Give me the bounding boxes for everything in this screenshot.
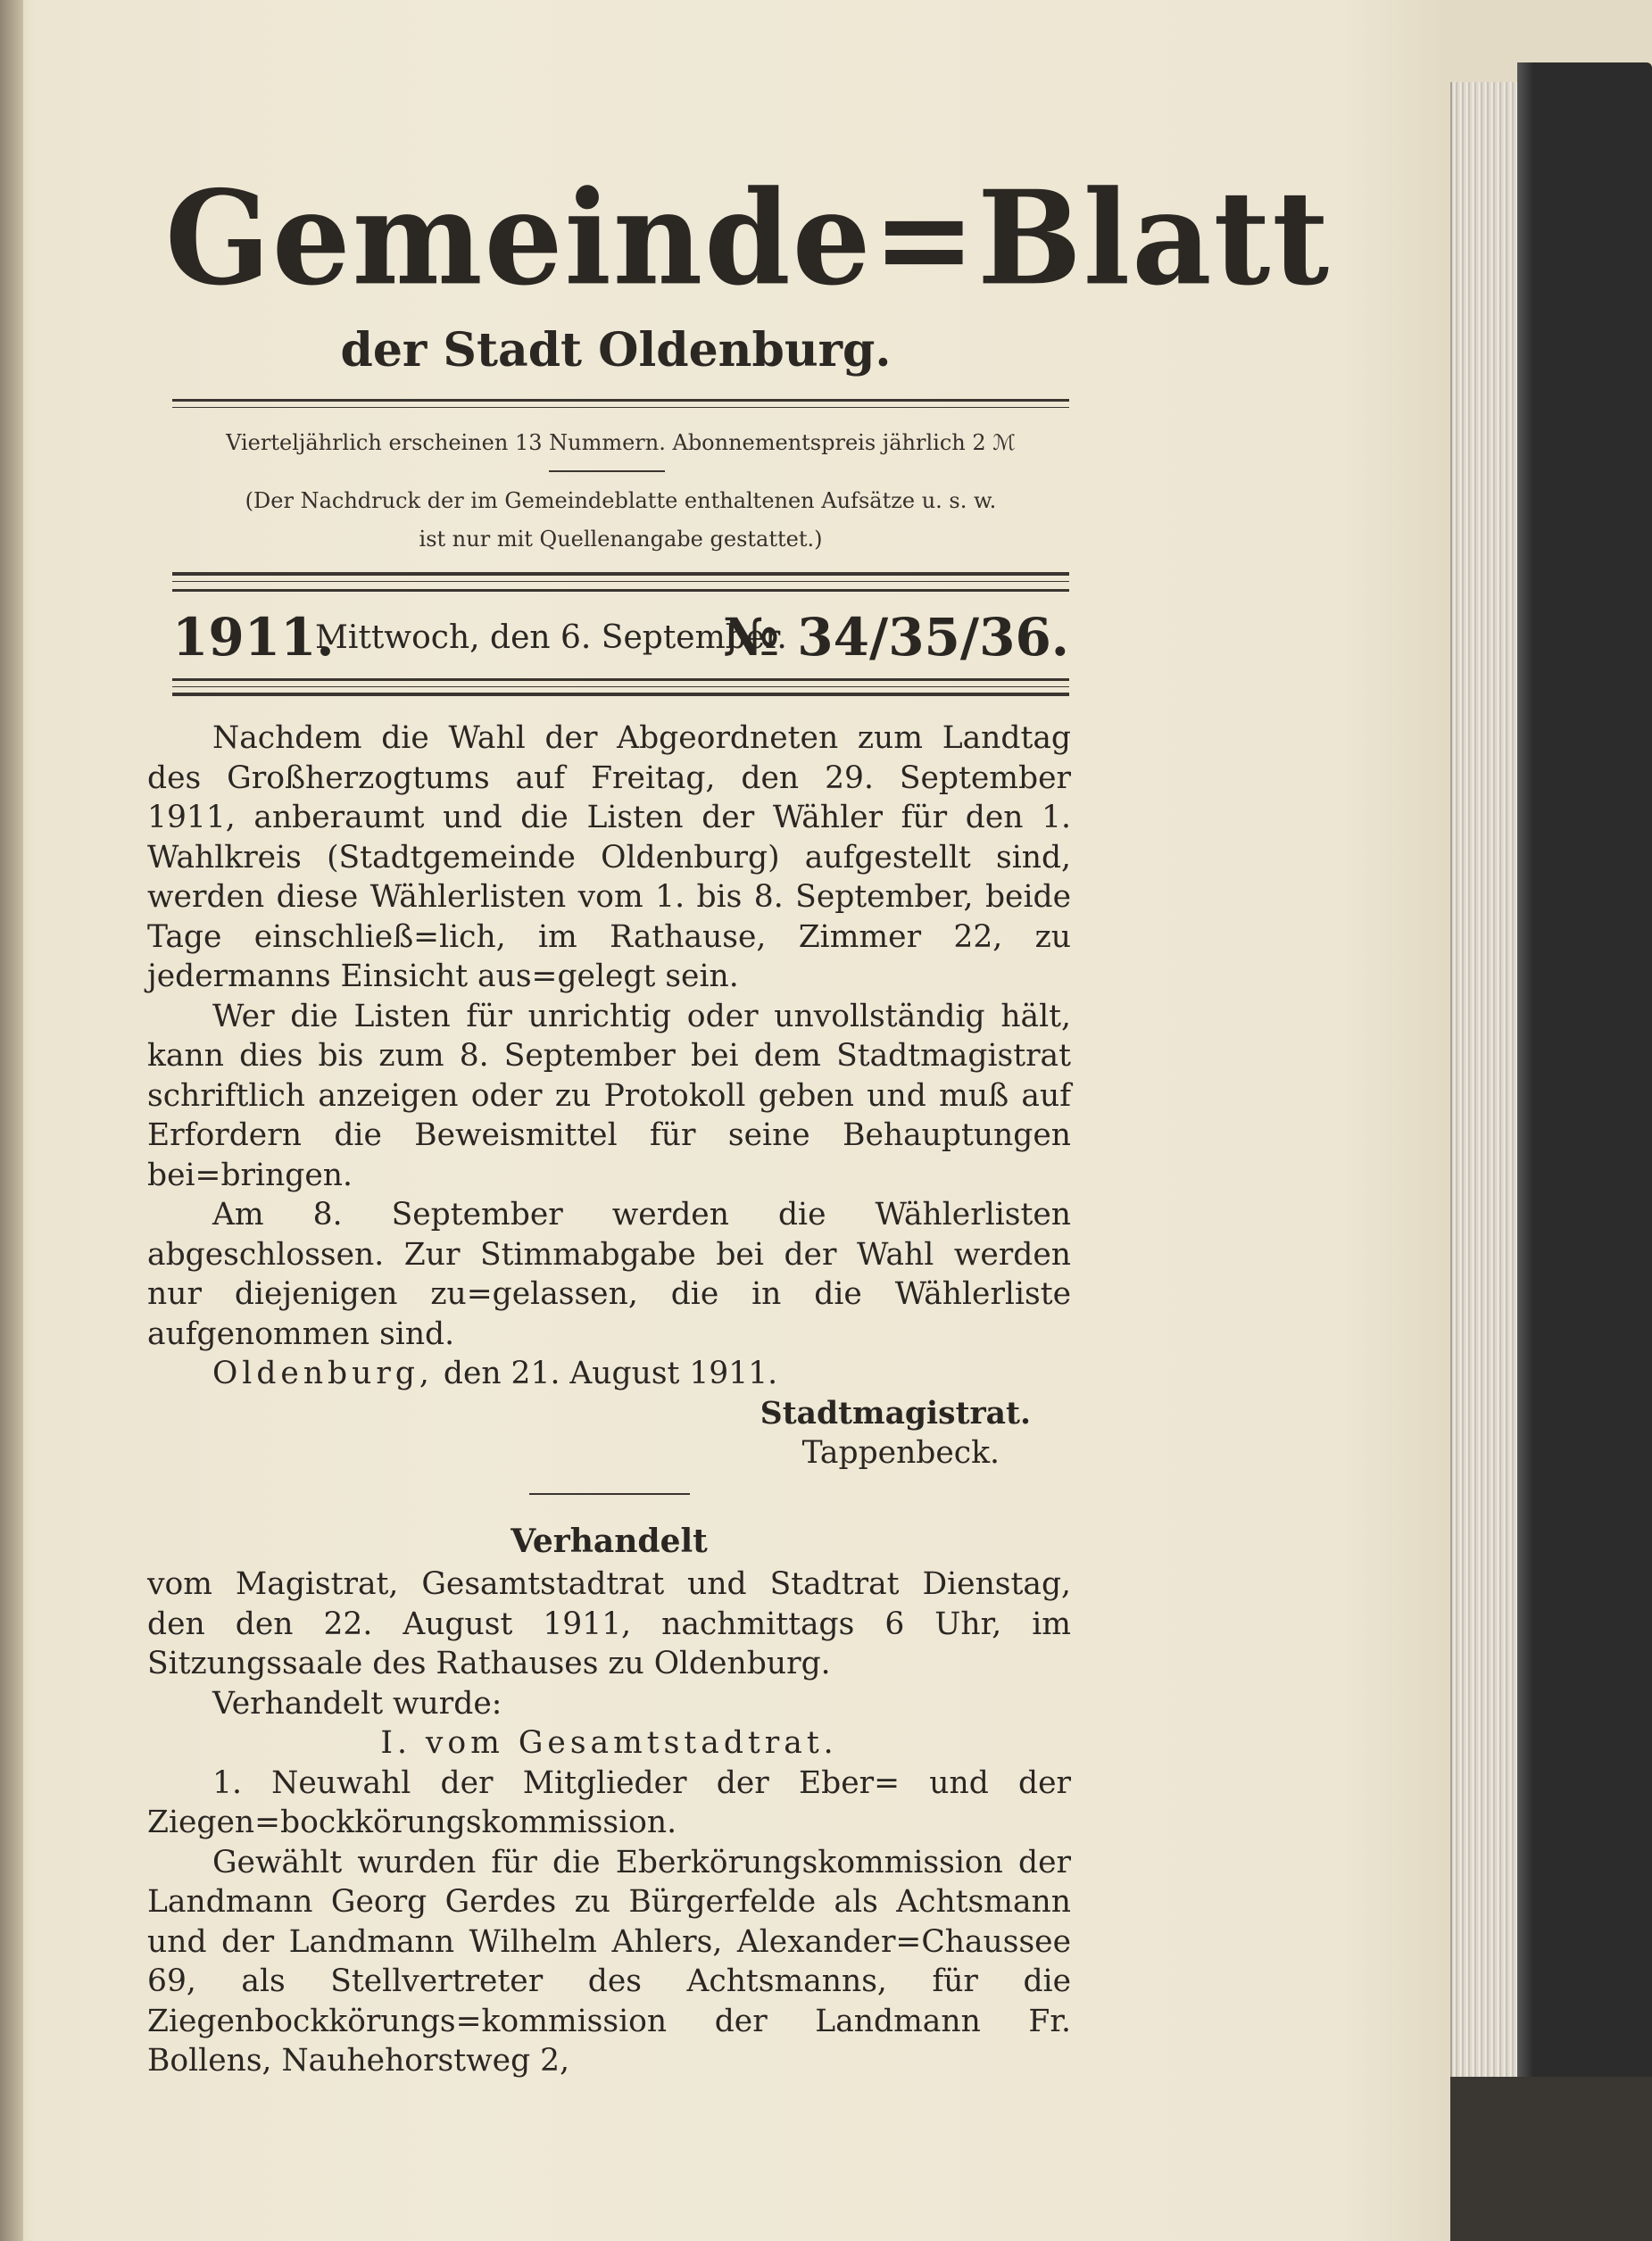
minutes-verhandelt: Verhandelt wurde:: [212, 1685, 502, 1722]
issue-line: [172, 607, 1069, 669]
page-edges: [1450, 82, 1519, 2077]
rule: [172, 399, 1069, 402]
book-cover-edge: [1517, 62, 1652, 2097]
rule: [172, 581, 1069, 582]
minutes-heading: Verhandelt: [511, 1522, 708, 1560]
rule: [172, 693, 1069, 696]
separator: [529, 1493, 690, 1495]
article-body: [147, 718, 1071, 2081]
issue-date: Mittwoch, den 6. September.: [315, 619, 787, 656]
binding-spine: [0, 0, 23, 2241]
rule: [172, 678, 1069, 681]
issue-year: 1911.: [172, 607, 335, 668]
issue-number: № 34/35/36.: [723, 607, 1069, 668]
subscription-info: Vierteljährlich erscheinen 13 Nummern. Abonnementspreis jährlich 2 ℳ: [226, 430, 1016, 455]
rule: [172, 589, 1069, 592]
signature-name: Tappenbeck.: [801, 1435, 1000, 1471]
reprint-note-line2: ist nur mit Quellenangabe gestattet.): [419, 527, 823, 552]
dateline-place: Oldenburg,: [212, 1356, 434, 1391]
notice-paragraph: Am 8. September werden die Wählerlisten abgeschlossen. Zur Stimmabgabe bei der Wahl werden nur diejenigen zu=gelassen, die in die Wählerliste aufgenommen sind.: [147, 1197, 1071, 1352]
rule: [172, 407, 1069, 408]
rule: [172, 572, 1069, 576]
notice-dateline: [147, 1354, 1071, 1394]
rule: [172, 686, 1069, 687]
minutes-item-text: Gewählt wurden für die Eberkörungskommission der Landmann Georg Gerdes zu Bürgerfelde als Achtsmann und der Landmann Wilhelm Ahlers, Alexander=Chaussee 69, als Stellvertreter des Achtsmanns, für die Ziegenbockkörungs=kommission der Landmann Fr. Bollens, Nauhehorstweg 2,: [147, 1844, 1071, 2079]
minutes-item: 1. Neuwahl der Mitglieder der Eber= und der Ziegen=bockkörungskommission.: [147, 1764, 1071, 1840]
notice-paragraph: Wer die Listen für unrichtig oder unvollständig hält, kann dies bis zum 8. September bei dem Stadtmagistrat schriftlich anzeigen oder zu Protokoll geben und muß auf Erfordern die Beweismittel für seine Behauptungen bei=bringen.: [147, 998, 1071, 1193]
minutes-intro: vom Magistrat, Gesamtstadtrat und Stadtrat Dienstag, den den 22. August 1911, nachmittags 6 Uhr, im Sitzungssaale des Rathauses zu Oldenburg.: [147, 1566, 1071, 1681]
masthead-title: Gemeinde=Blatt: [165, 161, 1332, 315]
notice-paragraph: Nachdem die Wahl der Abgeordneten zum Landtag des Großherzogtums auf Freitag, den 29. September 1911, anberaumt und die Listen der Wähler für den 1. Wahlkreis (Stadtgemeinde Oldenburg) aufgestellt sind, werden diese Wählerlisten vom 1. bis 8. September, beide Tage einschließ=lich, im Rathause, Zimmer 22, zu jedermanns Einsicht aus=gelegt sein.: [147, 720, 1071, 994]
dateline-date: den 21. August 1911.: [443, 1356, 778, 1391]
short-rule: [549, 470, 665, 472]
masthead-subtitle: der Stadt Oldenburg.: [340, 323, 892, 378]
minutes-section: I. vom Gesamtstadtrat.: [380, 1725, 838, 1761]
backdrop: [1450, 2077, 1652, 2241]
signature-authority: Stadtmagistrat.: [760, 1395, 1031, 1432]
reprint-note-line1: (Der Nachdruck der im Gemeindeblatte enthaltenen Aufsätze u. s. w.: [245, 488, 997, 513]
